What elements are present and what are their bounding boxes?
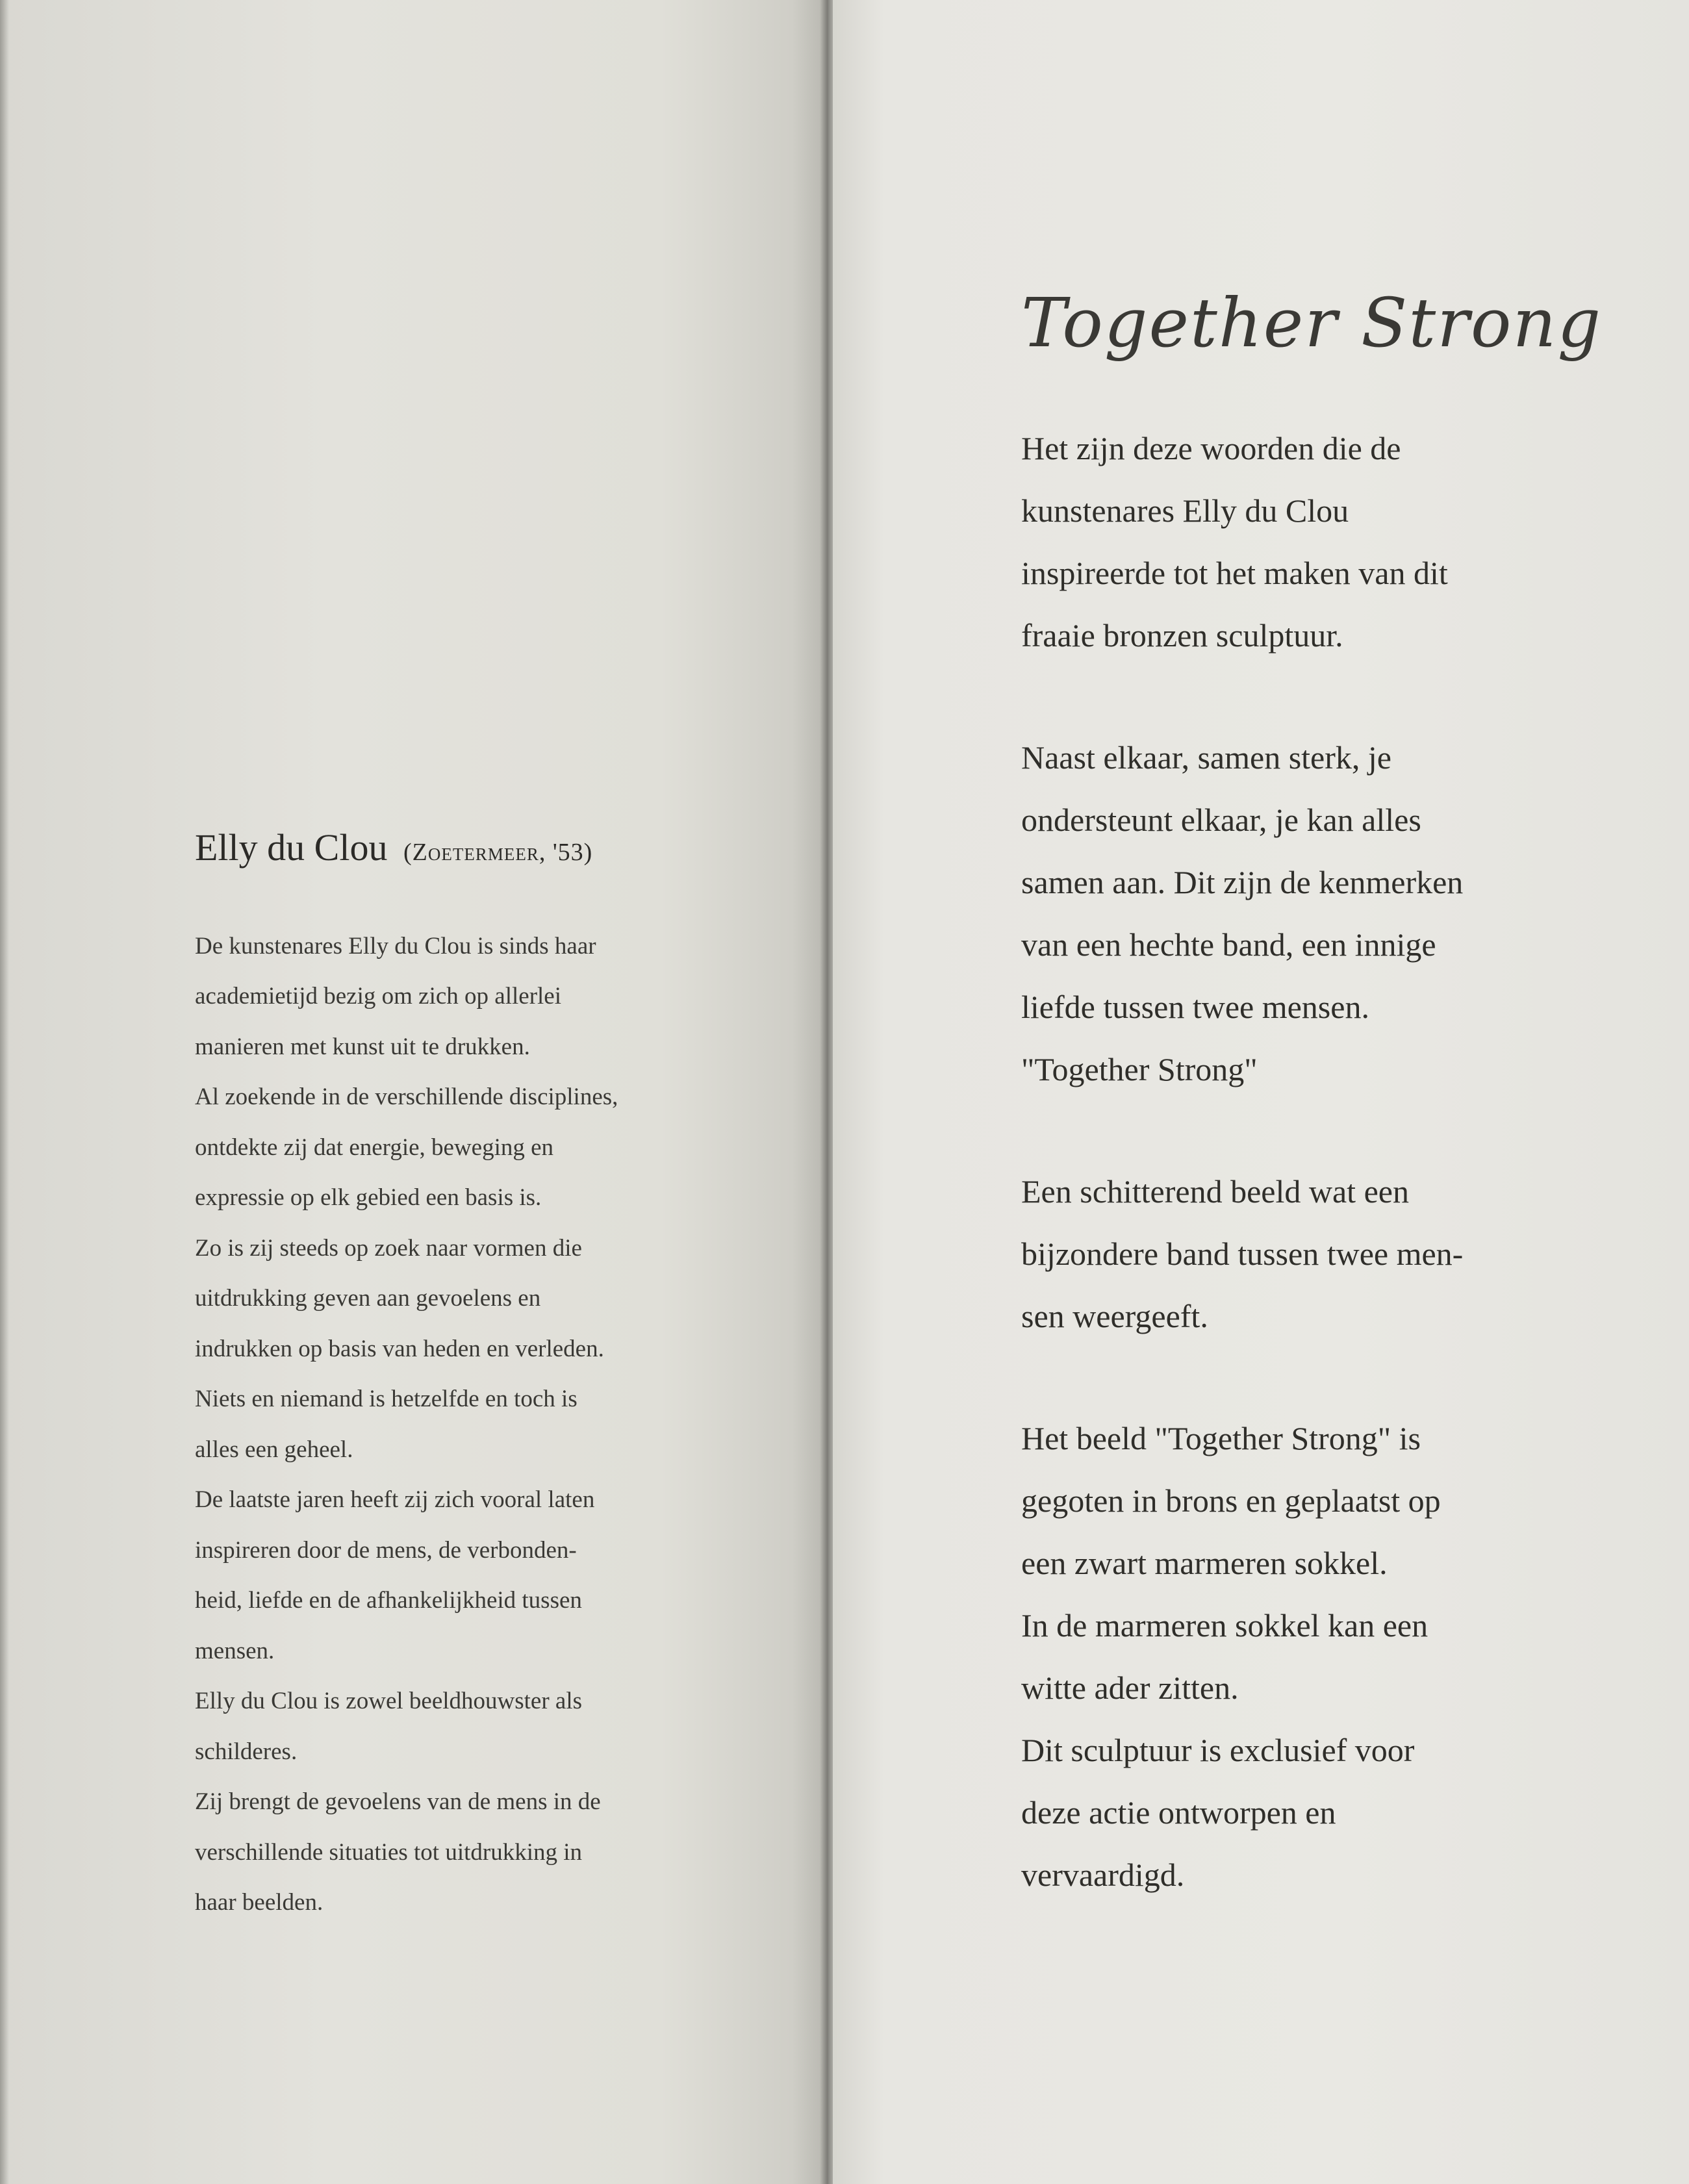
bio-line: ontdekte zij dat energie, beweging en: [195, 1134, 554, 1161]
text-line: witte ader zitten.: [1021, 1670, 1239, 1707]
bio-text: [195, 921, 793, 1928]
text-line: liefde tussen twee mensen.: [1021, 989, 1369, 1026]
bio-line: alles een geheel.: [195, 1436, 353, 1463]
left-page: [0, 0, 825, 2184]
bio-line: Al zoekende in de verschillende disciplines,: [195, 1084, 618, 1111]
bio-line: inspireren door de mens, de verbonden-: [195, 1536, 577, 1564]
paragraph-1: [1021, 417, 1606, 667]
text-line: van een hechte band, een innige: [1021, 926, 1436, 963]
text-line: kunstenares Elly du Clou: [1021, 492, 1349, 529]
paragraph-3: [1021, 1160, 1606, 1347]
bio-line: uitdrukking geven aan gevoelens en: [195, 1285, 541, 1312]
bio-line: schilderes.: [195, 1738, 298, 1765]
text-line: In de marmeren sokkel kan een: [1021, 1607, 1429, 1644]
sculpture-description: [1021, 283, 1606, 1966]
text-line: samen aan. Dit zijn de kenmerken: [1021, 864, 1464, 901]
sculpture-title: Together Strong: [1021, 283, 1603, 362]
text-line: een zwart marmeren sokkel.: [1021, 1545, 1388, 1582]
paragraph-4: [1021, 1407, 1606, 1906]
page-edge-shadow: [0, 0, 9, 2184]
bio-line: De laatste jaren heeft zij zich vooral laten: [195, 1486, 595, 1514]
paragraph-2: [1021, 726, 1606, 1100]
bio-line: expressie op elk gebied een basis is.: [195, 1184, 542, 1212]
artist-origin: (Zoetermeer, '53): [403, 839, 593, 866]
bio-line: haar beelden.: [195, 1889, 324, 1916]
artist-bio: [195, 825, 793, 1928]
text-line: gegoten in brons en geplaatst op: [1021, 1482, 1441, 1519]
text-line: deze actie ontworpen en: [1021, 1794, 1336, 1831]
text-line: Een schitterend beeld wat een: [1021, 1173, 1409, 1210]
text-line: Het zijn deze woorden die de: [1021, 430, 1401, 467]
bio-line: Elly du Clou is zowel beeldhouwster als: [195, 1688, 583, 1715]
text-line: Dit sculptuur is exclusief voor: [1021, 1732, 1415, 1769]
text-line: inspireerde tot het maken van dit: [1021, 555, 1448, 592]
text-line: Naast elkaar, samen sterk, je: [1021, 739, 1391, 776]
bio-line: verschillende situaties tot uitdrukking in: [195, 1838, 583, 1866]
bio-line: Zij brengt de gevoelens van de mens in de: [195, 1788, 601, 1816]
artist-heading: [195, 825, 793, 870]
bio-line: De kunstenares Elly du Clou is sinds haar: [195, 932, 596, 959]
text-line: "Together Strong": [1021, 1051, 1258, 1088]
bio-line: academietijd bezig om zich op allerlei: [195, 983, 561, 1010]
bio-line: Zo is zij steeds op zoek naar vormen die: [195, 1234, 582, 1262]
text-line: Het beeld "Together Strong" is: [1021, 1420, 1421, 1457]
bio-line: indrukken op basis van heden en verleden.: [195, 1335, 604, 1362]
bio-line: Niets en niemand is hetzelfde en toch is: [195, 1386, 578, 1413]
artist-name: Elly du Clou: [195, 826, 388, 869]
bio-line: heid, liefde en de afhankelijkheid tussen: [195, 1587, 582, 1614]
text-line: bijzondere band tussen twee men-: [1021, 1236, 1464, 1273]
text-line: ondersteunt elkaar, je kan alles: [1021, 802, 1421, 839]
bio-line: manieren met kunst uit te drukken.: [195, 1033, 530, 1060]
text-line: vervaardigd.: [1021, 1857, 1185, 1894]
text-line: fraaie bronzen sculptuur.: [1021, 617, 1343, 654]
bio-line: mensen.: [195, 1637, 275, 1664]
text-line: sen weergeeft.: [1021, 1298, 1208, 1335]
